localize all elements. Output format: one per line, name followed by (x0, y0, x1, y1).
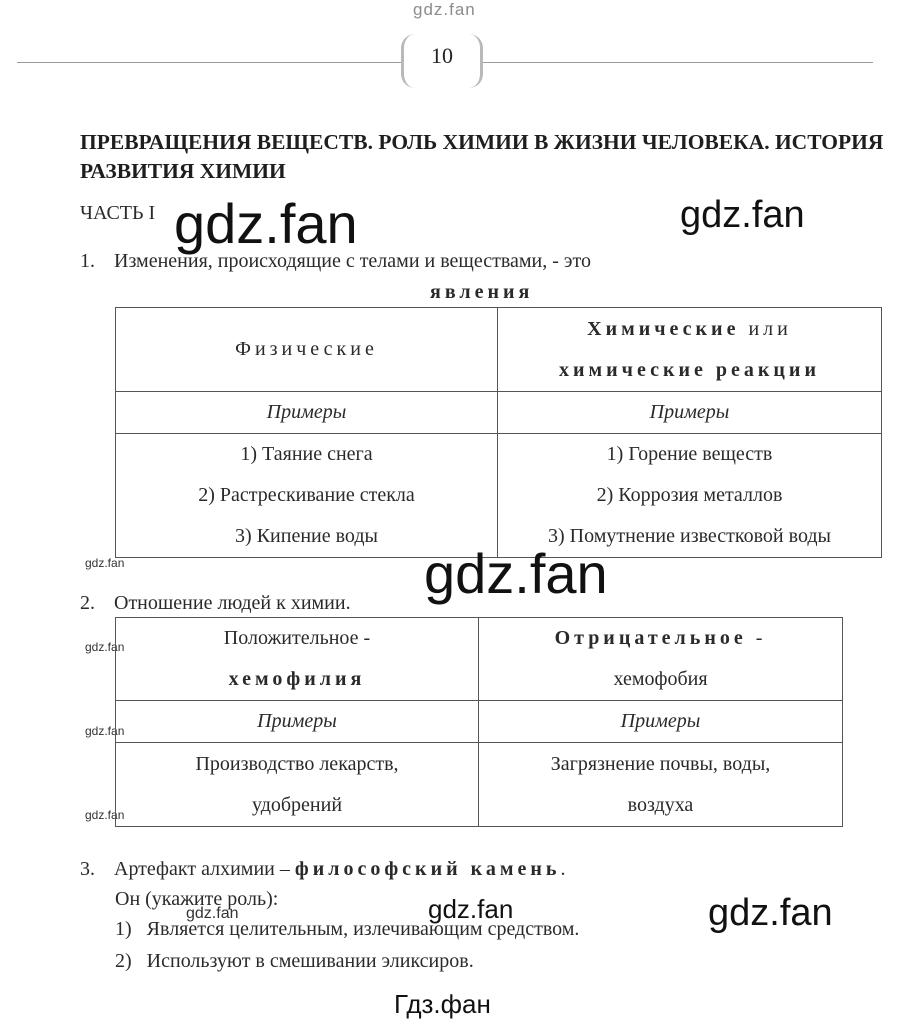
attitude-negative-examples: Загрязнение почвы, воды, воздуха (479, 743, 843, 827)
page-title: ПРЕВРАЩЕНИЯ ВЕЩЕСТВ. РОЛЬ ХИМИИ В ЖИЗНИ ЧЕЛОВЕКА. ИСТОРИЯ РАЗВИТИЯ ХИМИИ (80, 130, 884, 183)
question-2 (80, 592, 351, 615)
question-3 (80, 858, 565, 881)
watermark-small-2: gdz.fan (85, 640, 125, 654)
list-item: 3) Кипение воды (235, 525, 378, 547)
question-3-item-2-text: Используют в смешивании эликсиров. (146, 950, 474, 972)
attitude-table (115, 617, 843, 827)
watermark-medium-2: gdz.fan (428, 894, 514, 924)
question-3-item-1-text: Является целительным, излечивающим средством. (146, 918, 580, 940)
watermark-small-3: gdz.fan (85, 724, 125, 738)
watermark-medium-3: gdz.fan (708, 892, 833, 934)
phenomena-physical-examples (116, 434, 498, 558)
question-3-answer: философский камень (294, 858, 561, 880)
watermark-bottom: Гдз.фан (394, 989, 491, 1019)
attitude-header-positive: Положительное - хемофилия (116, 618, 479, 701)
watermark-small-1: gdz.fan (85, 556, 125, 570)
phenomena-header-physical: Физические (116, 308, 498, 392)
phenomena-examples-label-2: Примеры (498, 392, 882, 434)
question-3-item-2 (115, 950, 474, 973)
question-1-text: Изменения, происходящие с телами и веществами, - это (114, 250, 591, 272)
question-1 (80, 250, 591, 273)
attitude-header-negative: Отрицательное - хемофобия (479, 618, 843, 701)
watermark-small-4: gdz.fan (85, 808, 125, 822)
list-item: 1) Горение веществ (606, 443, 773, 465)
question-1-number: 1. (80, 250, 95, 272)
question-3-subtitle: Он (укажите роль): (115, 888, 279, 910)
watermark-large-1: gdz.fan (174, 192, 358, 255)
list-item: 3) Помутнение известковой воды (548, 525, 831, 547)
phenomena-chemical-examples (498, 434, 882, 558)
list-item: 2) Растрескивание стекла (198, 484, 415, 506)
question-3-suffix: . (560, 858, 566, 880)
phenomena-examples-label-1: Примеры (116, 392, 498, 434)
question-2-number: 2. (80, 592, 95, 614)
question-3-number: 3. (80, 858, 95, 880)
page-number: 10 (431, 43, 453, 68)
question-3-item-1-number: 1) (115, 918, 132, 940)
attitude-examples-label-1: Примеры (116, 701, 479, 743)
part-label: ЧАСТЬ I (80, 202, 156, 224)
question-2-text: Отношение людей к химии. (114, 592, 351, 614)
header-rule-right (483, 62, 873, 63)
header-rule-left (17, 62, 401, 63)
watermark-medium-1: gdz.fan (680, 194, 805, 236)
question-1-answer: явления (430, 281, 534, 303)
phenomena-header-chemical: Химические или химические реакции (498, 308, 882, 392)
watermark-top: gdz.fan (413, 0, 476, 19)
watermark-small-5: gdz.fan (186, 905, 239, 922)
question-3-item-2-number: 2) (115, 950, 132, 972)
watermark-large-2: gdz.fan (424, 542, 608, 605)
phenomena-table (115, 307, 882, 558)
question-3-text: Артефакт алхимии – (114, 858, 290, 880)
attitude-positive-examples: Производство лекарств, удобрений (116, 743, 479, 827)
list-item: 1) Таяние снега (240, 443, 373, 465)
attitude-examples-label-2: Примеры (479, 701, 843, 743)
list-item: 2) Коррозия металлов (596, 484, 783, 506)
question-3-item-1 (115, 918, 579, 941)
